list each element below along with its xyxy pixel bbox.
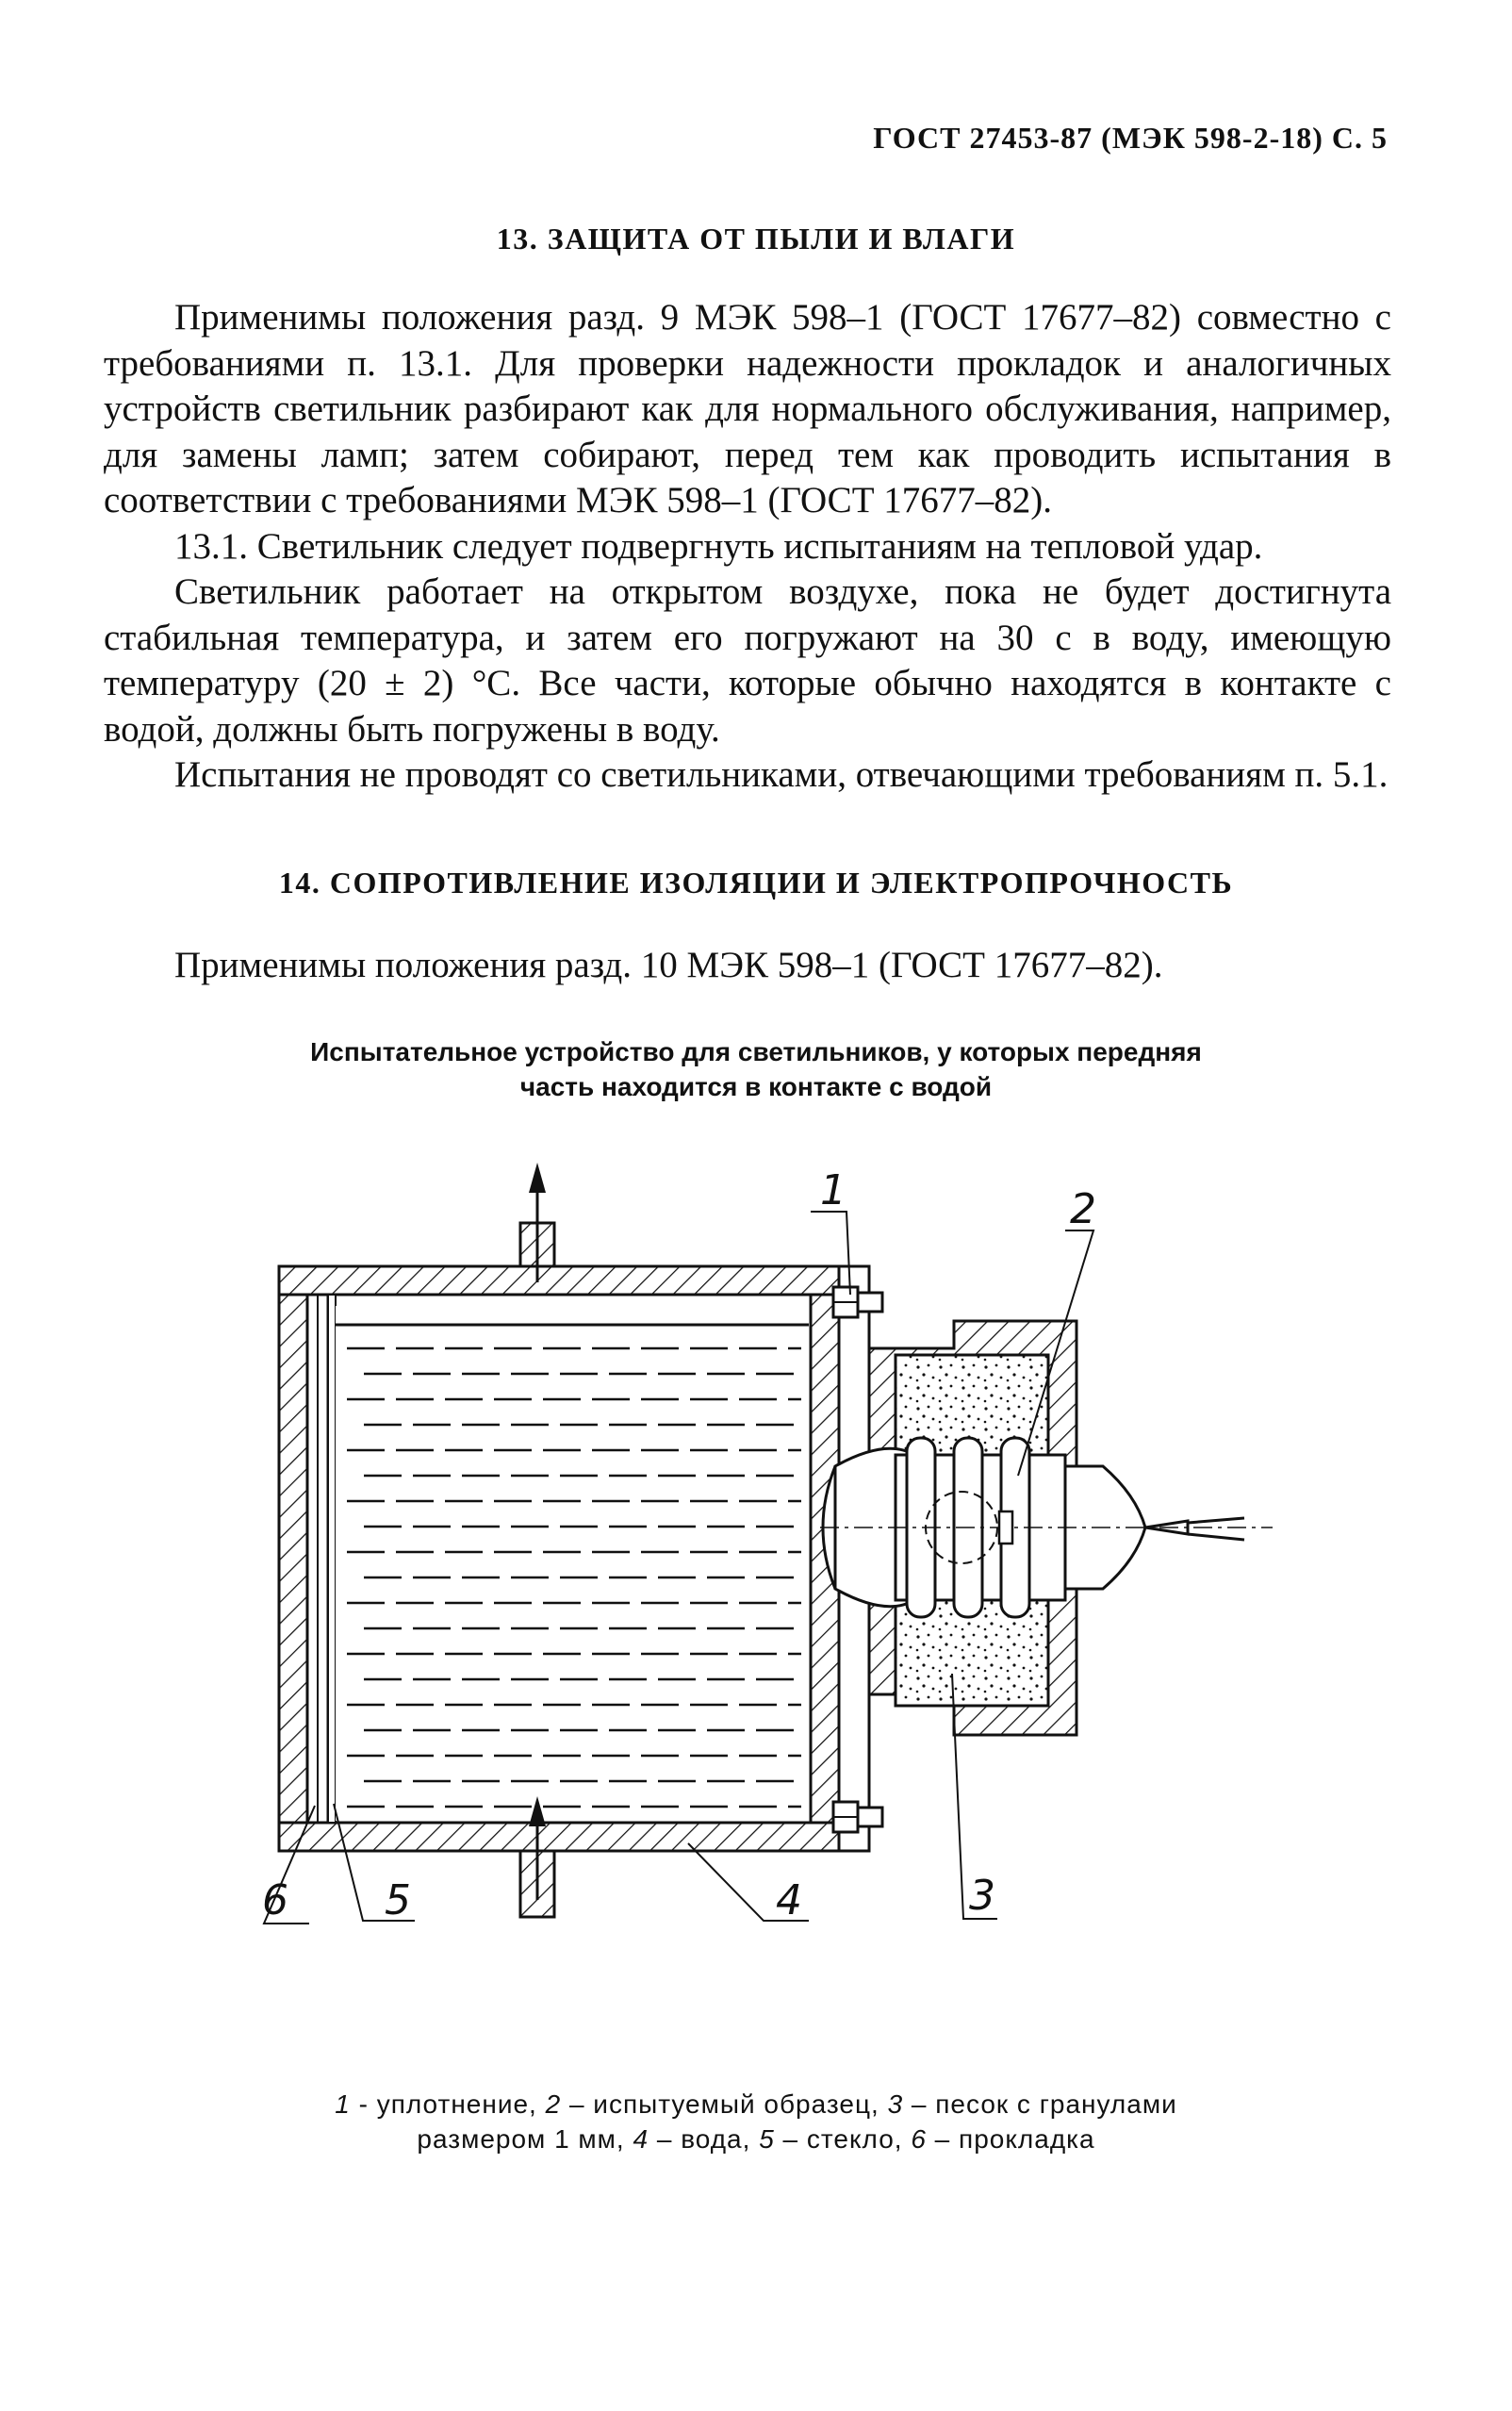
label-4: 4 [776, 1876, 802, 1924]
caption-number-1: 1 [335, 2089, 351, 2119]
figure-title-line-1: Испытательное устройство для светильников, у которых передняя [310, 1037, 1202, 1066]
caption-number-3: 3 [887, 2089, 904, 2119]
caption-number-4: 4 [633, 2124, 649, 2154]
caption-number-5: 5 [759, 2124, 775, 2154]
label-5: 5 [385, 1876, 411, 1924]
label-6: 6 [262, 1876, 288, 1924]
caption-text-4: размером 1 мм, [417, 2124, 633, 2154]
figure-title [0, 1034, 1512, 1104]
section-13-paragraph-2: 13.1. Светильник следует подвергнуть испытаниям на тепловой удар. [174, 525, 1263, 567]
section-14-title: 14. СОПРОТИВЛЕНИЕ ИЗОЛЯЦИИ И ЭЛЕКТРОПРОЧНОСТЬ [278, 866, 1234, 900]
section-14-paragraph-1: Применимы положения разд. 10 МЭК 598–1 (ГОСТ 17677–82). [174, 945, 1163, 985]
section-13-body [104, 295, 1391, 799]
water [336, 1306, 809, 1821]
test-device-drawing [236, 1155, 1320, 2004]
caption-text-1: - уплотнение, [350, 2089, 546, 2119]
section-13-paragraph-4: Испытания не проводят со светильниками, отвечающими требованиям п. 5.1. [174, 754, 1389, 795]
test-sample [820, 1438, 1273, 1617]
section-13-paragraph-3: Светильник работает на открытом воздухе, пока не будет достигнута стабильная температура, и затем его погружают на 30 с в воду, имеющую температуру (20 ± 2) °С. Все части, которые обычно находятся в контакте с водой, должны быть погружены в воду. [104, 571, 1391, 750]
label-3: 3 [969, 1872, 995, 1920]
figure-caption-line-1 [0, 2087, 1512, 2122]
section-14-body [104, 943, 1391, 989]
section-13-paragraph-1: Применимы положения разд. 9 МЭК 598–1 (ГОСТ 17677–82) совместно с требованиями п. 13.1. Для проверки надежности прокладок и аналогичных устройств светильник разбирают как для нормального обслуживания, например, для замены ламп; затем собирают, перед тем как проводить испытания в соответствии с требованиями МЭК 598–1 (ГОСТ 17677–82). [104, 297, 1391, 520]
figure-caption-line-2 [0, 2122, 1512, 2156]
caption-text-6: – стекло, [774, 2124, 912, 2154]
figure-title-line-2: часть находится в контакте с водой [519, 1072, 993, 1101]
label-2: 2 [1070, 1185, 1096, 1233]
caption-text-3: – песок с гранулами [903, 2089, 1177, 2119]
caption-text-2: – испытуемый образец, [561, 2089, 888, 2119]
figure-caption [0, 2087, 1512, 2156]
caption-text-5: – вода, [649, 2124, 760, 2154]
running-header: ГОСТ 27453-87 (МЭК 598-2-18) С. 5 [873, 121, 1388, 155]
caption-text-7: – прокладка [926, 2124, 1095, 2154]
section-13-title: 13. ЗАЩИТА ОТ ПЫЛИ И ВЛАГИ [496, 222, 1016, 256]
caption-number-2: 2 [545, 2089, 562, 2119]
caption-number-6: 6 [911, 2124, 927, 2154]
label-1: 1 [820, 1166, 846, 1214]
